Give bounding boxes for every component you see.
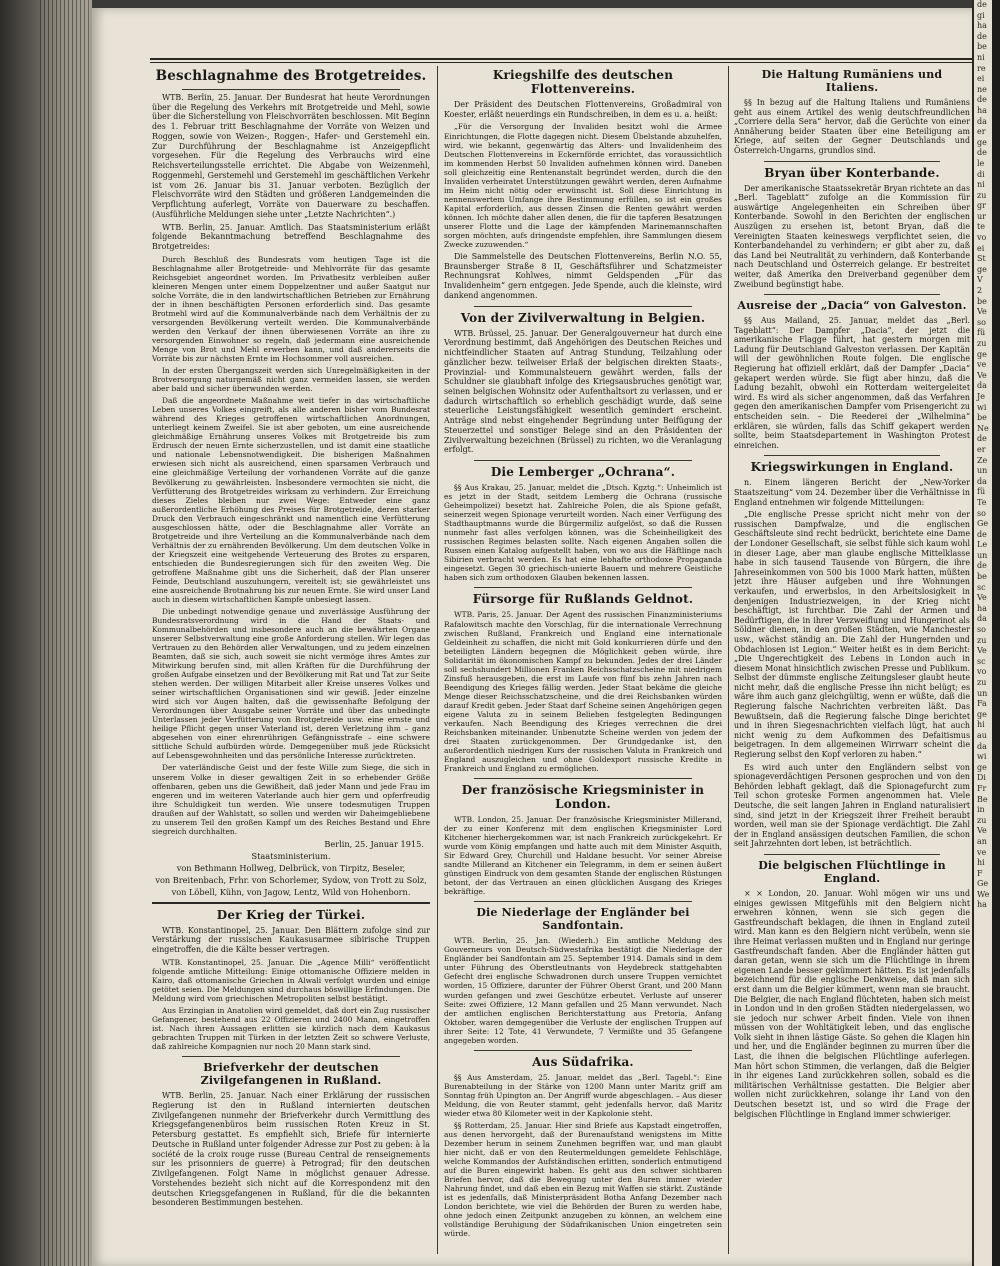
fragment-text: de <box>977 0 987 9</box>
article-paragraph: WTB. Paris, 25. Januar. Der Agent des russischen Finanzministeriums Rafalowitsch machte den Vorschlag, für die internationale Verrechnung zwischen Rußland, Frankreich und England eine internationale Geldeinheit zu schaffen, die nicht mit Gold konkurrieren dürfe und den beteiligten Ländern begegnen die Möglichkeit geben würde, ihre Solidarität im ökonomischen Kampf zu bekunden. Jedes der drei Länder soll sechshundert Millionen Franken Reichsschatzscheine mit niedrigem Zinsfuß herausgeben, die erst im Laufe von fünf bis zehn Jahren nach Beendigung des Krieges fällig werden. Jeder Staat bekäme die gleiche Menge dieser Reichsschatzscheine, und die drei Reichsbanken würden darauf Kredit geben. Jeder Staat darf Scheine seinen Angehörigen gegen eigene Valuta zu in seinem Belieben festgelegten Bedingungen verkaufen. Nach Beendigung des Krieges verrechnen die drei Reichsbanken miteinander. Unbenutzte Scheine werden von jedem der drei Staaten zurückgenommen. Der Grundgedanke ist, den außerordentlich niedrigen Kurs der russischen Valuta in Frankreich und England auszugleichen und ohne Goldexport russische Kredite in Frankreich und England zu ermöglichen. <box>444 610 722 773</box>
article-paragraph: WTB. Konstantinopel, 25. Januar. Die „Agence Milli“ veröffentlicht folgende amtliche Mitteilung: Einige ottomanische Offiziere melden in Kairo, daß ottomanische Griechen in Alwali verfolgt wurden und einige getötet seien. Die Meldungen sind durchaus böswillige Erfindungen. Die Meldung wird vom griechischen Metropoliten selbst bestätigt. <box>152 957 430 1004</box>
fragment-text: un <box>977 550 988 560</box>
fragment-text: da <box>977 116 987 126</box>
article-paragraph: WTB. Konstantinopel, 25. Januar. Den Blättern zufolge sind zur Verstärkung der russischen Kaukasusarmee sibirische Truppen eingetroffen, die die Kälte besser vertragen. <box>152 925 430 955</box>
signature-line: von Bethmann Hollweg, Delbrück, von Tirpitz, Beseler, <box>176 862 406 873</box>
fragment-text: ha <box>977 603 987 613</box>
fragment-text: zu <box>977 678 987 687</box>
fragment-text: Ve <box>977 646 987 656</box>
fragment-text: ge <box>977 137 987 147</box>
fragment-text: V <box>977 275 983 285</box>
column-middle <box>444 64 722 1254</box>
article-paragraph: „Die englische Presse spricht nicht mehr von der russischen Dampfwalze, und die englischen Geschäftsleute sind recht bedrückt, berichtete eine Dame der Londoner Gesellschaft, sie selbst fühle sich kaum wohl in dieser Lage, aber man glaube englische Mittelklasse habe in sich tausend Tausende von Bürgern, die ihre Jahreseinkommen von 500 bis 1000 Mark hatten, müßten jetzt ihre Häuser aufgeben und ihre Wohnungen verkaufen, und erwerbslos, in den Arbeitslosigkeit in denjenigen Industriezweigen, in der Krieg nicht beschäftigt, ist furchtbar. Die Zahl der Armen und Bedürftigen, die in ihrer Verzweiflung und Hungerinot als Söldner dienen, in den großen Städten, wie Manchester usw., wächst ständig an. Die Zahl der Hungernden und Obdachlosen ist Legion.“ Weiter heißt es in dem Bericht: „Die Ungerechtigkeit des Lebens in London auch in diesem Monat hinsichtlich zwischen Presse und Publikum. Selbst der dümmste englische Zeitungsleser glaubt heute nicht mehr, daß die englische Presse ihn nicht belügt; es wäre ihm auch ganz gleichgültig, wenn er wüßte, daß die Regierung falsche Nachrichten verbreiten läßt. Das Bewußtsein, daß die Regierung falsche Dinge berichtet und in ihren Siegesnachrichten vielfach lügt, hat auch nicht wenig zu dem Aufkommen des Defaitismus beigetragen. In dem allgemeinen Wirrwarr scheint die Regierung selbst den Kopf verloren zu haben.“ <box>734 510 970 760</box>
fragment-text: F <box>977 868 983 878</box>
fragment-text: Ve <box>977 370 987 380</box>
fragment-text: ge <box>977 762 987 772</box>
fragment-text: er <box>977 127 986 137</box>
fragment-text: un <box>977 688 988 698</box>
fragment-text: gr <box>977 201 986 211</box>
fragment-text: ve <box>977 360 987 370</box>
page-gutter-shadow <box>992 0 1000 1266</box>
column-left <box>152 64 430 1254</box>
fragment-text: de <box>977 148 987 158</box>
divider <box>474 1050 692 1051</box>
article-paragraph: WTB. Berlin, 25. Jan. (Wiederh.) Ein amtliche Meldung des Gouverneurs von Deutsch-Südwestafrika bestätigt die Niederlage der Engländer bei Sandfontain am 25. September 1914. Damals sind in dem unter Führung des Oberstleutnants von Heydebreck stattgehabten Gefecht drei englische Schwadronen durch unsere Truppen vernichtet worden, 15 Offiziere, darunter der Führer Oberst Grant, und 200 Mann wurden gefangen und zwei Geschütze erbeutet. Verluste auf unserer Seite: zwei Offiziere, 12 Mann gefallen und 25 Mann verwundet. Nach der amtlichen englischen Berichterstattung aus Pretoria, Anfang Oktober, waren demgegenüber die Verluste der englischen Truppen auf ihrer Seite: 12 Tote, 41 Verwundete, 7 Vermißte und 35 Gefangene angegeben worden. <box>444 936 722 1045</box>
article-paragraph: Der amerikanische Staatssekretär Bryan richtete an das „Berl. Tageblatt“ zufolge an die Kommission für auswärtige Angelegenheiten ein Schreiben über Konterbande. Sowohl in den Berichten der englischen Auszügen zu ersehen ist, betont Bryan, daß die Vereinigten Staaten keineswegs verpflichtet seien, die Konterbandehandel zu verhindern; er gibt aber zu, daß das Land bei Neutralität zu verhindern, daß Konterbande nach Deutschland und Österreich gelange. Er bestreitet weiter, daß Amerika den Dreiverband gegenüber dem Zweibund begünstigt habe. <box>734 183 970 289</box>
fragment-text: Di <box>977 773 986 783</box>
article-paragraph: „Für die Versorgung der Invaliden besitzt wohl die Armee Einrichtungen, die Flotte dagegen nicht. Diesem Übelstande abzuhelfen, wird, wie bekannt, gegenwärtig das Alters- und Invalidenheim des Deutschen Flottenvereins in Eckernförde errichtet, das voraussichtlich im kommenden Herbst 50 Invaliden aufnehmen können wird. Daneben soll gleichzeitig eine Rentenanstalt begründet werden, durch die den Invaliden verheiratet Unterstützungen gewährt werden, deren Aufnahme im Heim nicht nötig oder erwünscht ist. Soll diese Einrichtung in nennenswertem Umfange ihre Bestimmung erfüllen, so ist ein großes Kapital erforderlich, aus dessen Zinsen die Renten gewährt werden können. Ich möchte daher allen denen, die für die tapferen Besatzungen unserer Flotte und die Lage der kämpfenden Marinemannschaften sorgen möchten, aufs dringendste empfehlen, ihre Sammlungen diesem Zwecke zuzuwenden.“ <box>444 122 722 249</box>
fragment-text: ge <box>977 709 987 719</box>
column-right <box>734 64 970 1254</box>
divider <box>474 306 692 307</box>
article-title: Der französische Kriegsminister in London. <box>461 783 705 812</box>
divider <box>764 455 940 456</box>
article-paragraph: Daß die angeordnete Maßnahme weit tiefer in das wirtschaftliche Leben unseres Volkes eingreift, als alle anderen bisher vom Bundesrat während des Krieges getroffenen wirtschaftlichen Anordnungen, unterliegt keinem Zweifel. Sie ist aber geboten, um eine ausreichende gleichmäßige Ernährung unseres Volkes mit Brotgetreide bis zum Erdrusch der neuen Ernte sicherzustellen, und ist damit eine staatliche und nationale Lebensnotwendigkeit. Die bisherigen Maßnahmen erwiesen sich nicht als ausreichend, einen sparsamen Verbrauch und eine gleichmäßige Verteilung der vorhandenen Vorräte auf die ganze Bevölkerung zu gewährleisten. Insbesondere vermochten sie nicht, die Verfütterung des Brotgetreides wirksam zu verhindern. Zur Erreichung dieses Zieles bleiben nur zwei Wege: Entweder eine ganz außerordentliche Erhöhung des Preises für Brotgetreide, deren starker Druck den Verbrauch eingeschränkt und namentlich eine Verfütterung ausgeschlossen hätte, oder die Beschlagnahme aller Vorräte an Brotgetreide und ihre Verteilung an die Kommunalverbände nach dem Verhältnis der zu ernährenden Bevölkerung. Um dem deutschen Volke in der Kriegszeit eine weitgehende Verteuerung des Brotes zu ersparen, entschieden die Bundesregierungen sich für den zweiten Weg. Die getroffene Maßnahme gibt uns die Sicherheit, daß der Plan unserer Feinde, Deutschland auszuhungern, vereitelt ist; sie gewährleistet uns eine ausreichende Brotnahrung bis zur neuen Ernte. Sie wird unser Land auch in diesem wirtschaftlichen Kampfe unbesiegt lassen. <box>152 396 430 604</box>
fragment-text: be <box>977 296 987 306</box>
divider <box>474 901 692 902</box>
fragment-text: Te <box>977 497 987 507</box>
article-paragraph: In der ersten Übergangszeit werden sich Unregelmäßigkeiten in der Brotversorgung naturgemäß nicht ganz vermeiden lassen, sie werden aber bald und sicher überwunden werden. <box>152 366 430 394</box>
fragment-text: Ve <box>977 593 987 603</box>
fragment-text: St <box>977 254 986 264</box>
column-divider-1 <box>437 66 438 1254</box>
fragment-text: vo <box>977 667 987 677</box>
fragment-text: ne <box>977 84 987 94</box>
article-title: Kriegshilfe des deutschen Flottenvereins. <box>492 68 674 96</box>
article-paragraph: Der Präsident des Deutschen Flottenvereins, Großadmiral von Koester, erläßt neuerdings ein Rundschreiben, in dem es u. a. heißt: <box>444 100 722 119</box>
dateline: Berlin, 25. Januar 1915. <box>324 838 424 849</box>
fragment-text: au <box>977 730 987 740</box>
fragment-text: zu <box>977 339 987 348</box>
divider <box>474 587 692 588</box>
fragment-text: Fa <box>977 699 987 709</box>
article-paragraph: §§ Aus Krakau, 25. Januar, meldet die „Dtsch. Kgztg.“: Unheimlich ist es jetzt in der Stadt, seitdem Lemberg die Ochrana (russische Geheimpolizei) besetzt hat. Zahlreiche Polen, die als Spione gefaßt, seinerzeit wegen Spionage verurteilt worden. Nach einer Verfügung des Stadthauptmanns wurde die Bürgermiliz aufgelöst, so daß die Russen nunmehr fast alles verfolgen können, was die Scheinheiligkeit des russischen Regimes belasten sollte. Nach eigenen Angaben sollen die Russen einen Katalog aufgestellt haben, von wo aus die Häftlinge nach Sibirien verbracht werden. Es hat eine lebhafte orthodoxe Propaganda eingesetzt. Gegen 30 griechisch-unierte Bauern und mehrere Geistliche haben sich zum orthodoxen Glauben bekennen lassen. <box>444 483 722 583</box>
signature-line: von Löbell, Kühn, von Jagow, Lentz, Wild von Hohenborn. <box>171 886 411 897</box>
fragment-text: er <box>977 444 986 454</box>
fragment-text: le <box>977 158 985 168</box>
divider <box>474 460 692 461</box>
fragment-text: 2 <box>977 286 983 296</box>
fragment-text: so <box>977 317 986 327</box>
next-page-edge <box>972 0 1000 1266</box>
page-stack-edges <box>40 0 90 1266</box>
article-paragraph: WTB. London, 25. Januar. Der französische Kriegsminister Millerand, der zu einer Konferenz mit dem englischen Kriegsminister Lord Kitchener hierhergekommen war, ist nach Frankreich zurückgekehrt. Er wurde vom König empfangen und hatte auch mit dem Minister Asquith, Sir Edward Grey, Churchill und Haldane besucht. Vor seiner Abreise sandte Millerand an Kitchener ein Telegramm, in dem er seinen äußert günstigen Eindruck von dem gesamten Stande der englischen Rüstungen betont, der das Vertrauen an einen glücklichen Ausgang des Krieges bekräftige. <box>444 815 722 897</box>
fragment-text: de <box>977 529 987 539</box>
article-paragraph: × × London, 20. Januar. Wohl mögen wir uns und einiges gewissen Mitgefühls mit den Belgiern nicht erwehren können, wenn sie sich gegen die Gastfreundschaft beklagen, die ihnen in England zuteil wird. Man kann es den Belgiern nicht verübeln, wenn sie ihre Heimat verlassen mußten und in England nur geringe Gastfreundschaft fanden. Aber die Engländer hätten gut daran getan, wenn sie sich um die Flüchtlinge in ihrem eigenen Lande besser gekümmert hätten. Es ist jedenfalls bezeichnend für die englische Denkweise, daß man sich erst dann um die Belgier kümmert, wenn man sie braucht. Die Belgier, die nach England flüchteten, haben sich meist in London und in den großen Städten niedergelassen, wo sie jedoch nur schwer Arbeit finden. Viele von ihnen müssen von der Wohltätigkeit leben, und das englische Volk sieht in ihnen lästige Gäste. So gehen die Klagen hin und her, und die Engländer beginnen zu murren über die Last, die ihnen die belgischen Flüchtlinge auferlegen. Man hört schon Stimmen, die verlangen, daß die Belgier in ihr eigenes Land zurückkehren sollen, sobald es die militärischen Verhältnisse gestatten. Die Belgier aber wollen nicht zurückkehren, solange ihr Land von den Deutschen besetzt ist, und so wird die Frage der belgischen Flüchtlinge in England immer schwieriger. <box>734 888 970 1119</box>
fragment-text: ha <box>977 900 987 910</box>
fragment-text: ge <box>977 264 987 274</box>
fragment-text: Le <box>977 540 988 550</box>
fragment-text: Fr <box>977 783 987 793</box>
fragment-text: Je <box>977 391 985 401</box>
fragment-text: ur <box>977 211 986 221</box>
divider <box>764 161 940 162</box>
article-title: Die belgischen Flüchtlinge in England. <box>758 858 946 885</box>
article-title: Die Niederlage der Engländer bei Sandfontain. <box>476 906 690 933</box>
fragment-text: sc <box>977 582 986 592</box>
fragment-text: di <box>977 169 985 179</box>
fragment-text: ei <box>977 74 985 84</box>
fragment-text: zu <box>977 635 987 645</box>
fragment-text: de <box>977 434 987 444</box>
article-paragraph: WTB. Berlin, 25. Januar. Amtlich. Das Staatsministerium erläßt folgende Bekanntmachung betreffend Beschlagnahme des Brotgetreides: <box>152 222 430 252</box>
fragment-text: ni <box>977 180 985 190</box>
fragment-text: vo <box>977 233 987 243</box>
article-paragraph: §§ Aus Amsterdam, 25. Januar, meldet das „Berl. Tagebl.“: Eine Burenabteilung in der Stärke von 1200 Mann unter Maritz griff am Sonntag früh Upington an. Der Angriff wurde abgeschlagen. – Aus dieser Meldung, die von Reuter stammt, geht jedenfalls hervor, daß Maritz wieder etwa 80 Kilometer weit in der Kapkolonie steht. <box>444 1072 722 1118</box>
article-paragraph: WTB. Berlin, 25. Januar. Der Bundesrat hat heute Verordnungen über die Regelung des Verkehrs mit Brotgetreide und Mehl, sowie über die Sicherstellung von Fleischvorräten beschlossen. Mit Beginn des 1. Februar tritt Beschlagnahme der Vorräte von Weizen und Roggen, sowie von Weizen-, Roggen-, Hafer- und Gerstemehl ein. Zur Durchführung der Beschlagnahme ist Anzeigepflicht vorgesehen. Für die Regelung des Verbrauchs wird eine Reichsverteilungsstelle errichtet. Die Abgabe von Weizenmehl, Roggenmehl, Gerstemehl und Gerstemehl im geschäftlichen Verkehr ist vom 26. Januar bis 31. Januar verboten. Bezüglich der Fleischvorräte wird den Städten und größeren Landgemeinden die Verpflichtung auferlegt, Vorräte von Dauerware zu beschaffen. (Ausführliche Meldungen siehe unter „Letzte Nachrichten“.) <box>152 93 430 219</box>
fragment-text: so <box>977 625 986 635</box>
fragment-text: gi <box>977 10 985 20</box>
article-title: Beschlagnahme des Brotgetreides. <box>155 68 427 84</box>
fragment-text: fü <box>977 328 986 338</box>
fragment-text: zu <box>977 190 987 200</box>
fragment-text: de <box>977 95 987 105</box>
fragment-text: re <box>977 63 986 73</box>
fragment-text: ni <box>977 52 985 62</box>
fragment-text: ge <box>977 349 987 359</box>
article-title: Die Lemberger „Ochrana“. <box>490 465 676 480</box>
article-title: Der Krieg der Türkei. <box>216 907 366 922</box>
fragment-text: an <box>977 836 987 846</box>
fragment-text: un <box>977 466 988 476</box>
article-title: Fürsorge für Rußlands Geldnot. <box>472 592 694 607</box>
fragment-text: Ge <box>977 879 989 889</box>
fragment-text: ei <box>977 243 985 253</box>
article-paragraph: Es wird auch unter den Engländern selbst von spionageverdächtigen Personen gesprochen und von den Behörden lebhaft geklagt, daß die Spionagefurcht zum Teil schon groteske Formen angenommen hat. Viele Deutsche, die seit langen Jahren in England naturalisiert sind, sind jetzt in der Kriegszeit ihrer Freiheit beraubt worden, weil man sie der Spionage verdächtigt. Die Zahl der in England ansässigen deutschen Familien, die schon seit Jahrzehnten dort leben, ist beträchtlich. <box>734 762 970 849</box>
fragment-text: Ze <box>977 455 988 465</box>
fragment-text: Ne <box>977 423 989 433</box>
fragment-text: wi <box>977 752 987 762</box>
article-title: Von der Zivilverwaltung in Belgien. <box>460 310 706 325</box>
fragment-text: We <box>977 889 990 899</box>
fragment-text: in <box>977 805 985 815</box>
signature-title: Staatsministerium. <box>251 850 331 861</box>
article-paragraph: n. Einem längeren Bericht der „New-Yorker Staatszeitung“ vom 24. Dezember über die Verhältnisse in England entnehmen wir folgende Mitteilungen: <box>734 478 970 507</box>
fragment-text: hi <box>977 858 985 868</box>
article-title: Ausreise der „Dacia“ von Galveston. <box>737 299 967 313</box>
article-paragraph: Durch Beschluß des Bundesrats vom heutigen Tage ist die Beschlagnahme aller Brotgetreide- und Mehlvorräte für das gesamte Reichsgebiet angeordnet worden. Im Privatbesitz verbleiben außer kleineren Mengen unter einem Doppelzentner und außer Saatgut nur solche Vorräte, die in den landwirtschaftlichen Betrieben zur Ernährung der in ihnen beschäftigten Personen erforderlich sind. Das gesamte Brotmehl wird auf die Kommunalverbände nach dem Verhältnis der zu versorgenden Bevölkerung verteilt werden. Die Kommunalverbände werden den Verkauf der ihnen überwiesenen Vorräte an ihre zu versorgenden Einwohner so regeln, daß jedermann eine ausreichende Menge von Brot und Mehl erwerben kann, und daß andererseits die Vorräte bis zur nächsten Ernte im Hochsommer voll ausreichen. <box>152 254 430 364</box>
article-paragraph: WTB. Berlin, 25. Januar. Nach einer Erklärung der russischen Regierung ist den in Rußland internierten deutschen Zivilgefangenen nunmehr der Briefverkehr durch Vermittlung des Kriegsgefangenenbüros beim russischen Roten Kreuz in St. Petersburg gestattet. Es empfiehlt sich, Briefe für internierte Deutsche in Rußland unter folgender Adresse zur Post zu geben: à la société de la croix rouge russe (Bureau Central de renseignements sur les prisonniers de guerre) à Petrograd; für den deutschen Zivilgefangenen. Folgt Name in möglichst genauer Adresse. Vorstehendes bezieht sich nicht auf die Korrespondenz mit den deutschen Kriegsgefangenen in Rußland, für die die bekannten besonderen Bestimmungen bestehen. <box>152 1091 430 1208</box>
article-paragraph: Der vaterländische Geist und der feste Wille zum Siege, die sich in unserem Volke in dieser gewaltigen Zeit in so erhebender Größe offenbaren, geben uns die Gewißheit, daß jeder Mann und jede Frau im engeren und im weiteren Vaterlande auch hier gern und opferfreudig ihre Schuldigkeit tun werden. Wie unsere todesmutigen Truppen draußen auf der Wahlstatt, so sollen und werden wir Daheimgebliebene zu unserem Teil den großen Kampf um des Reiches Bestand und Ehre siegreich durchhalten. <box>152 763 430 836</box>
article-title: Kriegswirkungen in England. <box>750 460 954 475</box>
fragment-text: te <box>977 222 985 232</box>
article-title: Die Haltung Rumäniens und Italiens. <box>761 68 943 94</box>
article-paragraph: Die Sammelstelle des Deutschen Flottenvereins, Berlin N.O. 55, Braunsberger Straße 8 II, Geschäftsführer und Schatzmeister Rechnungsrat Kohlwes, nimmt Geldspenden „Für das Invalidenheim“ gern entgegen. Jede Spende, auch die kleinste, wird dankend angenommen. <box>444 251 722 300</box>
divider <box>474 778 692 779</box>
fragment-text: wi <box>977 402 987 412</box>
fragment-text: Ve <box>977 826 987 836</box>
fragment-text: zu <box>977 815 987 825</box>
fragment-text: da <box>977 476 987 486</box>
fragment-text: da <box>977 381 987 391</box>
fragment-text: Be <box>977 794 988 804</box>
top-rule-thin <box>150 62 972 63</box>
article-title: Aus Südafrika. <box>532 1054 634 1069</box>
article-paragraph: WTB. Brüssel, 25. Januar. Der Generalgouverneur hat durch eine Verordnung bestimmt, daß Angehörigen des Deutschen Reiches und nichtfeindlicher Staaten auf Antrag Stundung, Teilzahlung oder gänzlicher bezw. teilweiser Erlaß der belgischen direkten Staats-, Provinzial- und Kommunalsteuern gewährt werden, falls der Schuldner sie glaubhaft infolge des Kriegsausbruches genötigt war, seinen belgischen Wohnsitz oder Aufenthaltsort zu verlassen, und er dadurch wirtschaftlich so erheblich geschädigt wurde, daß seine steuerliche Leistungsfähigkeit wesentlich gemindert erscheint. Anträge sind nebst eingehender Begründung unter Beifügung der Steuerzettel und sonstiger Belege sind an den Präsidenten der Zivilverwaltung bezeichnen (Brüssel) zu richten, wo die Veranlagung erfolgt. <box>444 328 722 455</box>
divider <box>182 89 400 90</box>
fragment-text: ha <box>977 21 987 31</box>
divider <box>764 294 940 295</box>
article-paragraph: Aus Erzingian in Anatolien wird gemeldet, daß dort ein Zug russischer Gefangener, bestehend aus 22 Offizieren und 2400 Mann, eingetroffen ist. Nach ihren Aussagen erlitten sie kürzlich nach dem Kaukasus gebrachten Truppen mit Türken in der letzten Zeit so schwere Verluste, daß zahlreiche Kompagnien nur noch 20 Mann stark sind. <box>152 1006 430 1052</box>
divider <box>182 1056 400 1057</box>
article-paragraph: Die unbedingt notwendige genaue und zuverlässige Ausführung der Bundesratsverordnung wird in die Hand der Staats- und Kommunalbehörden und insbesondere auch an die bewährten Organe unserer Selbstverwaltung eine große Anforderung stellen. Wir legen das Vertrauen zu den Behörden aller Verwaltungen, und zu jedem einzelnen Beamten, daß sie sich, auch soweit sie nicht vermöge ihres Amtes zur Mitwirkung berufen sind, mit allen Kräften für die Durchführung der großen Aufgabe einsetzen und der Bevölkerung mit Rat und Tat zur Seite stehen werden. Der willigen Mitarbeit aller Kreise unseres Volkes und seiner wirtschaftlichen Organisationen sind wir gewiß. Jeder einzelne wird sich vor Augen halten, daß die gewissenhafte Befolgung der Verordnungen über Ausgabe seiner Vorräte und über das unbedingte Unterlassen jeder Verfütterung von Brotgetreide usw. eine ernste und heilige Pflicht gegen unser Vaterland ist, deren Verletzung ihm – ganz abgesehen von einer ehrenrührigen Gefängnisstrafe – eine schwere sittliche Schuld aufbürden würde. Demgegenüber muß jede Rücksicht auf Lebensgewohnheiten und das persönliche Interesse zurücktreten. <box>152 606 430 761</box>
fragment-text: Ve <box>977 307 987 317</box>
fragment-text: be <box>977 42 987 52</box>
article-title: Briefverkehr der deutschen Zivilgefangenen in Rußland. <box>200 1061 382 1088</box>
top-rule <box>150 58 972 60</box>
fragment-text: fü <box>977 487 986 497</box>
article-paragraph: §§ In bezug auf die Haltung Italiens und Rumäniens geht aus einem Artikel des wenig deutschfreundlichen „Corriere della Sera“ hervor, daß die Gerüchte von einer Annäherung beider Staaten über eine Beteiligung am Kriege, auf seiten der Gegner Deutschlands und Österreich-Ungarns, grundlos sind. <box>734 98 970 155</box>
fragment-text: so <box>977 508 986 518</box>
fragment-text: da <box>977 614 987 624</box>
section-rule <box>152 902 430 904</box>
article-paragraph: §§ Rotterdam, 25. Januar. Hier sind Briefe aus Kapstadt eingetroffen, aus denen hervorgeht, daß der Burenaufstand wenigstens im Mitte Dezember herum in seinem Zunehmen begriffen war, und man glaubt hier nicht, daß er von den Reutermeldungen gemeldete Fehlschläge, welche Kommandos der Aufständischen erlitten, sonderlich entmutigend auf die Buren eingewirkt haben. Es geht aus den schwer sichtbaren Briefen hervor, daß die Bewegung unter den Buren immer wieder Nahrung findet, und daß eben ein Bezug mit Waffen sie stärkt. Zustände ist es jedenfalls, daß Ministerpräsident Botha Anfang Dezember nach London berichtete, wie viel die Behörden der Buren zu werden habe, ohne jedoch einen Zeitpunkt anzugeben zu können, an welchem eine vollständige Beruhigung der Südafrikanischen Union eingetreten sein würde. <box>444 1120 722 1239</box>
fragment-text: hi <box>977 720 985 730</box>
signature-line: von Breitenbach, Frhr. von Schorlemer, Sydow, von Trott zu Solz, <box>155 874 427 885</box>
book-binding <box>0 0 92 1266</box>
divider <box>764 854 940 855</box>
fragment-text: Ge <box>977 519 989 529</box>
fragment-text: de <box>977 31 987 41</box>
fragment-text: be <box>977 413 987 423</box>
fragment-text: ve <box>977 847 987 857</box>
fragment-text: sc <box>977 656 986 666</box>
column-divider-2 <box>728 66 729 1254</box>
article-title: Bryan über Konterbande. <box>764 165 940 180</box>
article-paragraph: §§ Aus Mailand, 25. Januar, meldet das „Berl. Tageblatt“: Der Dampfer „Dacia“, der jetzt die amerikanische Flagge führt, hat gestern morgen mit Ladung für Deutschland Galveston verlassen. Der Kapitän will der gewöhnlichen Route folgen. Die englische Regierung hat offiziell erklärt, daß der Dampfer „Dacia“ gekapert werden würde. Sie fügt aber hinzu, daß die Ladung bezahlt, obwohl ein Rotterdam weitergeleitet wird. Es wird als sicher angenommen, daß das Verfahren gegen den amerikanischen Dampfer vom Prisengericht zu entscheiden sein. – Die Reederei der „Wilhelmina“ erklären, sie würden, falls das Schiff gekapert werden sollte, beim Staatsdepartement in Washington Protest einreichen. <box>734 316 970 450</box>
fragment-text: ha <box>977 105 987 115</box>
fragment-text: da <box>977 741 987 751</box>
fragment-text: de <box>977 561 987 571</box>
fragment-text: be <box>977 572 987 582</box>
